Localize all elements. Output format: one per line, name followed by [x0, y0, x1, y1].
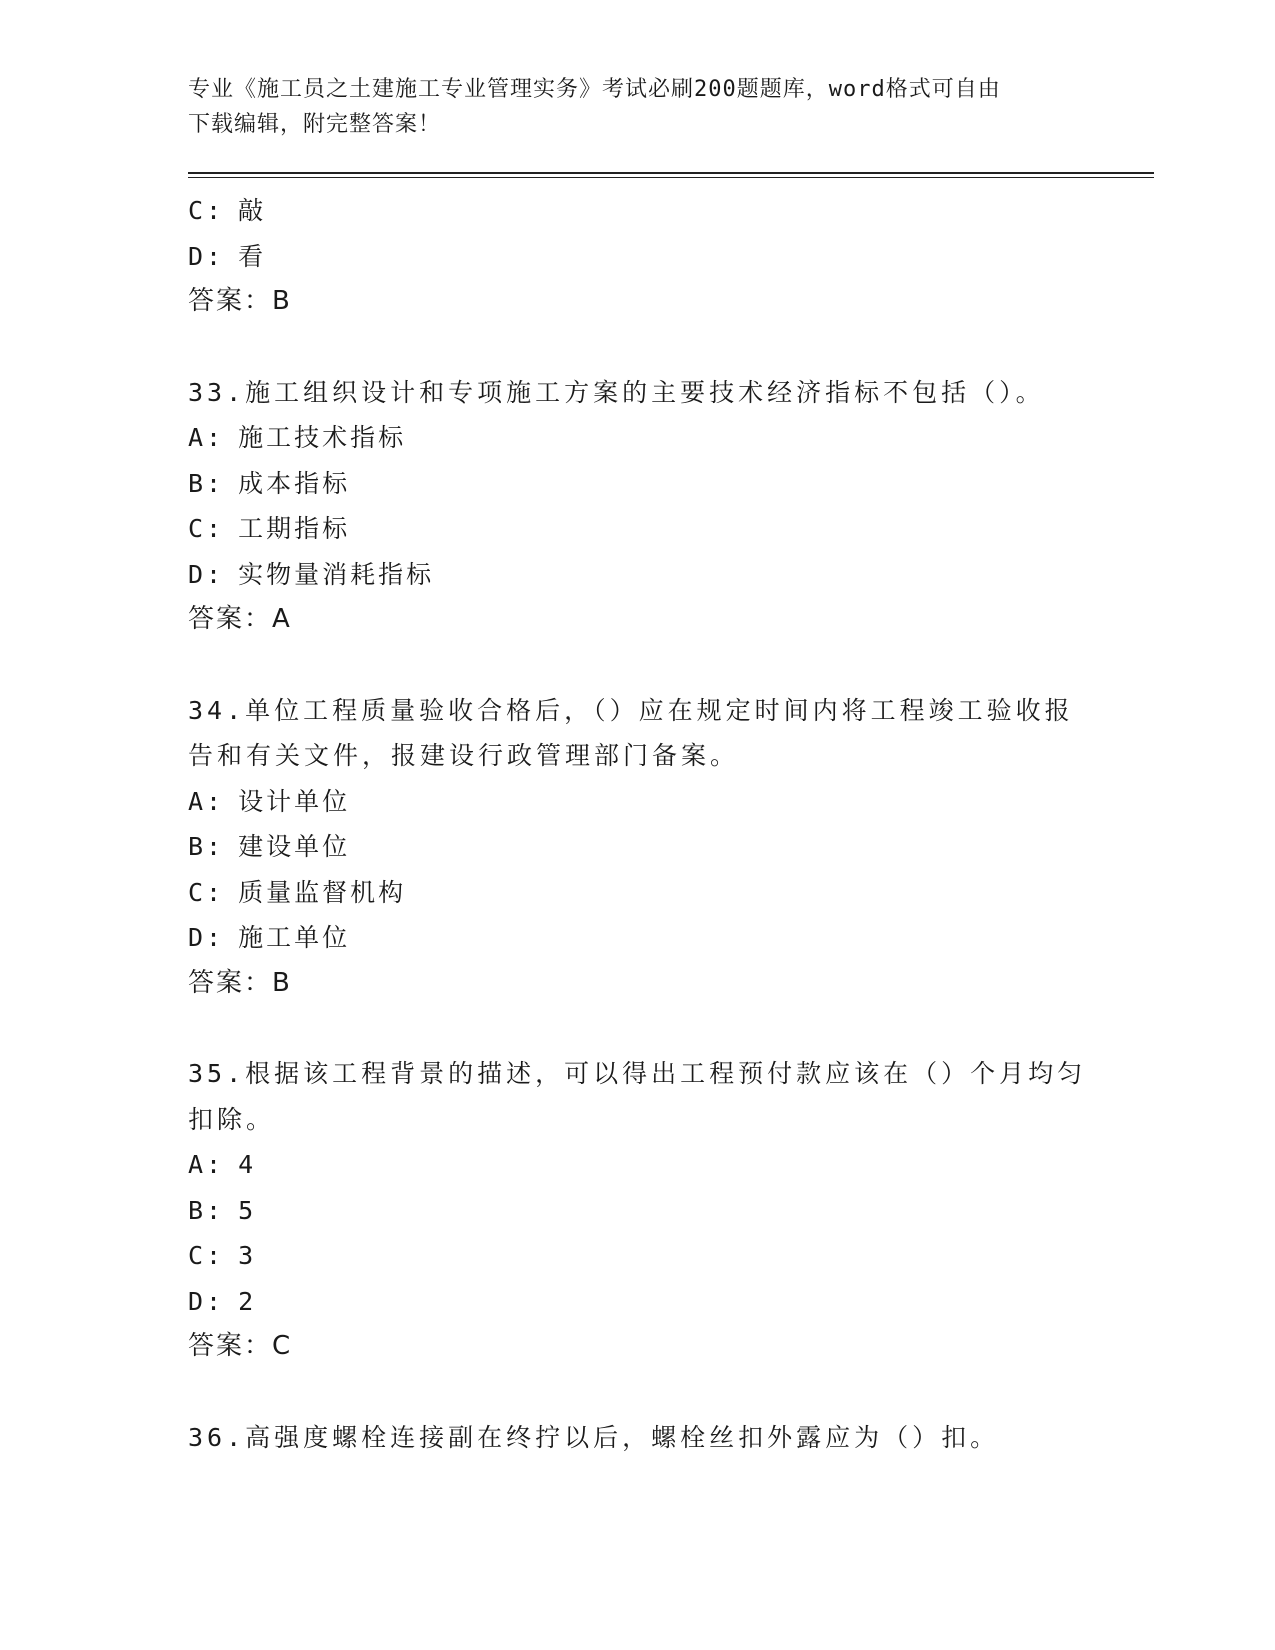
option-row	[188, 1188, 1088, 1234]
option-row	[188, 506, 1088, 552]
option-row	[188, 1233, 1088, 1279]
option-row	[188, 415, 1088, 461]
answer-line: 答案：B	[188, 967, 292, 998]
option-row	[188, 915, 1088, 961]
option-text: 质量监督机构	[238, 877, 407, 907]
option-row	[188, 461, 1088, 507]
answer-line: 答案：C	[188, 1331, 293, 1361]
option-text: 实物量消耗指标	[238, 559, 435, 589]
option-text: 施工技术指标	[238, 423, 407, 452]
option-row	[188, 870, 1088, 916]
option-text: 5	[238, 1195, 257, 1225]
option-text: 2	[238, 1286, 257, 1316]
spacer	[188, 325, 1088, 370]
prev-question-tail	[188, 188, 1088, 325]
question-stem-cont: 告和有关文件，报建设行政管理部门备案。	[188, 741, 740, 770]
option-letter: D:	[188, 923, 225, 952]
option-letter: D:	[188, 1286, 225, 1316]
question-stem: 35.根据该工程背景的描述，可以得出工程预付款应该在（）个月均匀	[188, 1059, 1087, 1088]
option-text: 施工单位	[238, 923, 351, 952]
question-36	[188, 1415, 1088, 1461]
header-line-2: 下载编辑，附完整答案！	[188, 112, 442, 137]
question-stem-cont: 扣除。	[188, 1104, 276, 1134]
question-34	[188, 688, 1088, 1007]
answer-line: 答案：B	[188, 286, 292, 316]
header-rule-bottom	[188, 177, 1154, 178]
spacer	[188, 1006, 1088, 1051]
spacer	[188, 1370, 1088, 1415]
option-letter: D:	[188, 241, 225, 271]
option-letter: C:	[188, 1241, 225, 1270]
option-text: 工期指标	[238, 514, 351, 543]
option-text: 3	[238, 1241, 257, 1270]
option-row	[188, 779, 1088, 825]
option-letter: C:	[188, 514, 225, 543]
option-letter: A:	[188, 423, 225, 452]
option-row	[188, 824, 1088, 870]
question-33	[188, 370, 1088, 643]
question-35	[188, 1051, 1088, 1370]
option-text: 成本指标	[238, 468, 351, 498]
question-list	[188, 188, 1088, 1460]
option-text: 建设单位	[238, 832, 351, 861]
option-text: 设计单位	[238, 786, 351, 816]
document-header	[188, 72, 1088, 142]
spacer	[188, 643, 1088, 688]
option-letter: C:	[188, 877, 225, 907]
header-line-1: 专业《施工员之土建施工专业管理实务》考试必刷200题题库，word格式可自由	[188, 77, 1001, 102]
option-letter: B:	[188, 832, 225, 861]
option-row	[188, 188, 1088, 234]
option-row	[188, 1279, 1088, 1325]
answer-line: 答案：A	[188, 604, 292, 634]
question-stem: 34.单位工程质量验收合格后，（）应在规定时间内将工程竣工验收报	[188, 695, 1074, 725]
option-row	[188, 1142, 1088, 1188]
option-text: 敲	[238, 196, 267, 225]
option-letter: B:	[188, 468, 225, 498]
option-letter: C:	[188, 196, 225, 225]
question-stem: 36.高强度螺栓连接副在终拧以后，螺栓丝扣外露应为（）扣。	[188, 1422, 1000, 1452]
option-letter: B:	[188, 1195, 225, 1225]
option-text: 看	[238, 241, 267, 271]
header-rule-top	[188, 172, 1154, 174]
option-row	[188, 234, 1088, 280]
option-letter: A:	[188, 786, 225, 816]
option-letter: D:	[188, 559, 225, 589]
question-stem: 33.施工组织设计和专项施工方案的主要技术经济指标不包括（）。	[188, 377, 1045, 407]
option-text: 4	[238, 1150, 257, 1179]
option-letter: A:	[188, 1150, 225, 1179]
option-row	[188, 552, 1088, 598]
